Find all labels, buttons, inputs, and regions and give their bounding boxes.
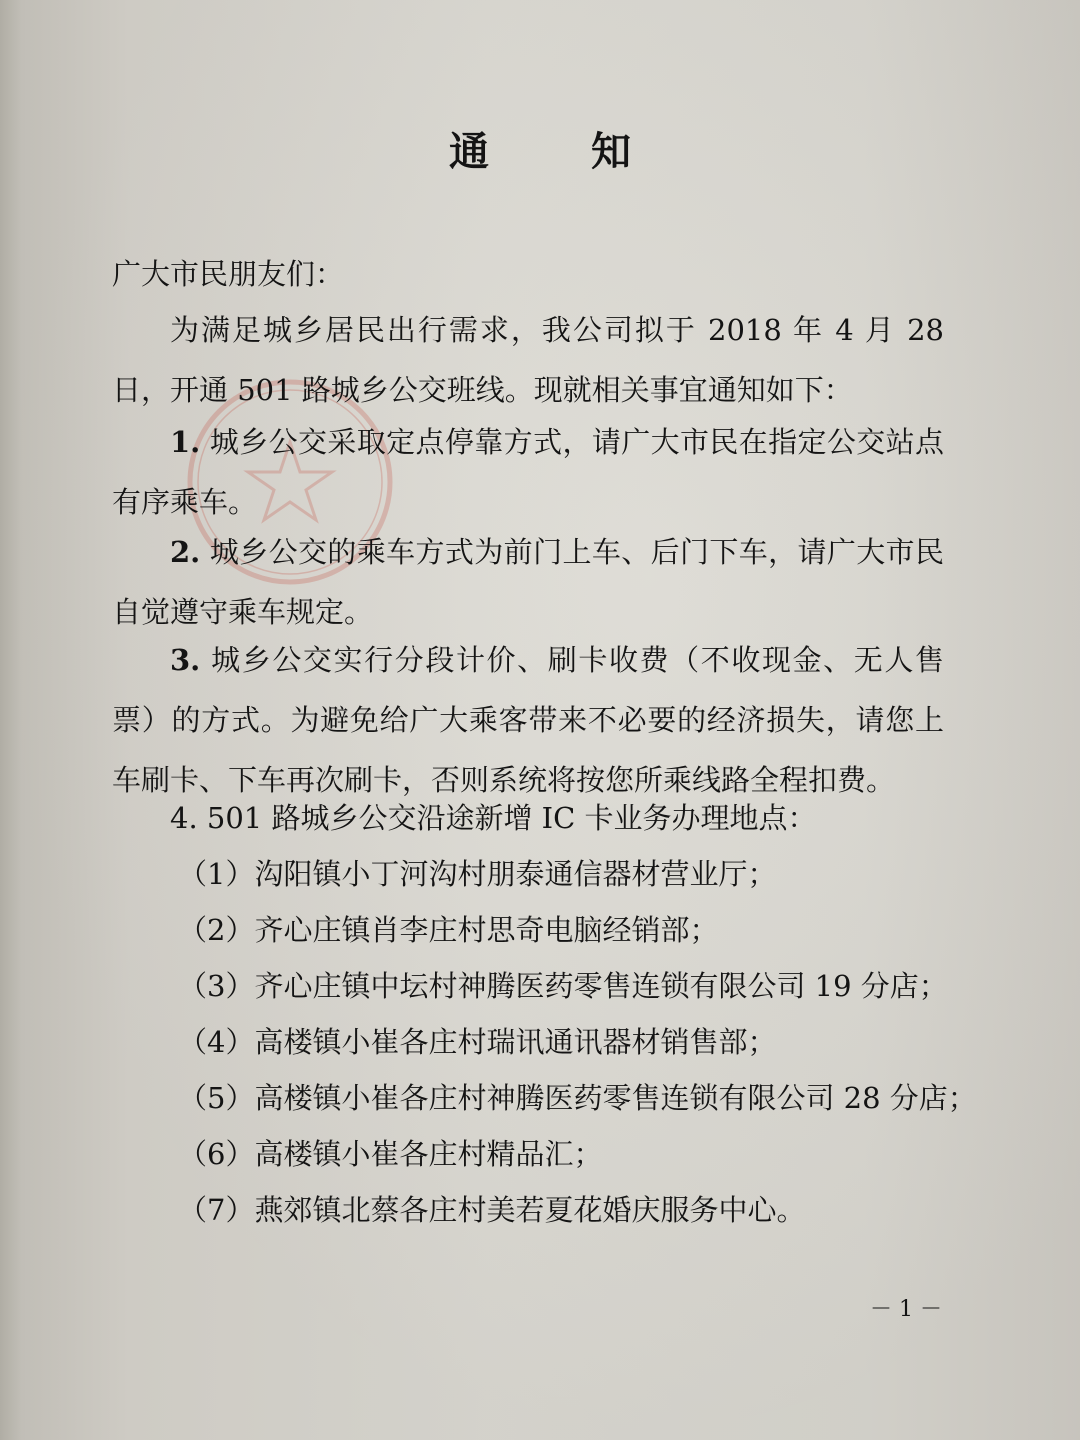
item-3-paragraph bbox=[112, 630, 944, 810]
page-number: － 1 － bbox=[870, 1297, 942, 1322]
location-item: （6）高楼镇小崔各庄村精品汇； bbox=[178, 1137, 603, 1171]
location-item: （7）燕郊镇北蔡各庄村美若夏花婚庆服务中心。 bbox=[178, 1193, 806, 1227]
item-3-text: 城乡公交实行分段计价、刷卡收费（不收现金、无人售票）的方式。为避免给广大乘客带来不必要的经济损失，请您上车刷卡、下车再次刷卡，否则系统将按您所乘线路全程扣费。 bbox=[112, 643, 944, 797]
item-1-number: 1. bbox=[170, 425, 201, 459]
item-4-heading: 4. 501 路城乡公交沿途新增 IC 卡业务办理地点： bbox=[170, 801, 817, 835]
location-item: （3）齐心庄镇中坛村神腾医药零售连锁有限公司 19 分店； bbox=[178, 969, 948, 1003]
document-title: 通 知 bbox=[449, 128, 675, 175]
location-item: （5）高楼镇小崔各庄村神腾医药零售连锁有限公司 28 分店； bbox=[178, 1081, 977, 1115]
salutation: 广大市民朋友们： bbox=[112, 257, 345, 291]
item-2-number: 2. bbox=[170, 535, 201, 569]
intro-paragraph: 为满足城乡居民出行需求，我公司拟于 2018 年 4 月 28 日，开通 501 路城乡公交班线。现就相关事宜通知如下： bbox=[112, 313, 944, 407]
item-2-paragraph bbox=[112, 522, 944, 642]
location-item: （2）齐心庄镇肖李庄村思奇电脑经销部； bbox=[178, 913, 719, 947]
location-item: （4）高楼镇小崔各庄村瑞讯通讯器材销售部； bbox=[178, 1025, 777, 1059]
item-1-text: 城乡公交采取定点停靠方式，请广大市民在指定公交站点有序乘车。 bbox=[112, 425, 944, 519]
item-1-paragraph bbox=[112, 412, 944, 532]
item-2-text: 城乡公交的乘车方式为前门上车、后门下车，请广大市民自觉遵守乘车规定。 bbox=[112, 535, 944, 629]
location-item: （1）沟阳镇小丁河沟村朋泰通信器材营业厅； bbox=[178, 857, 777, 891]
item-3-number: 3. bbox=[170, 643, 201, 677]
